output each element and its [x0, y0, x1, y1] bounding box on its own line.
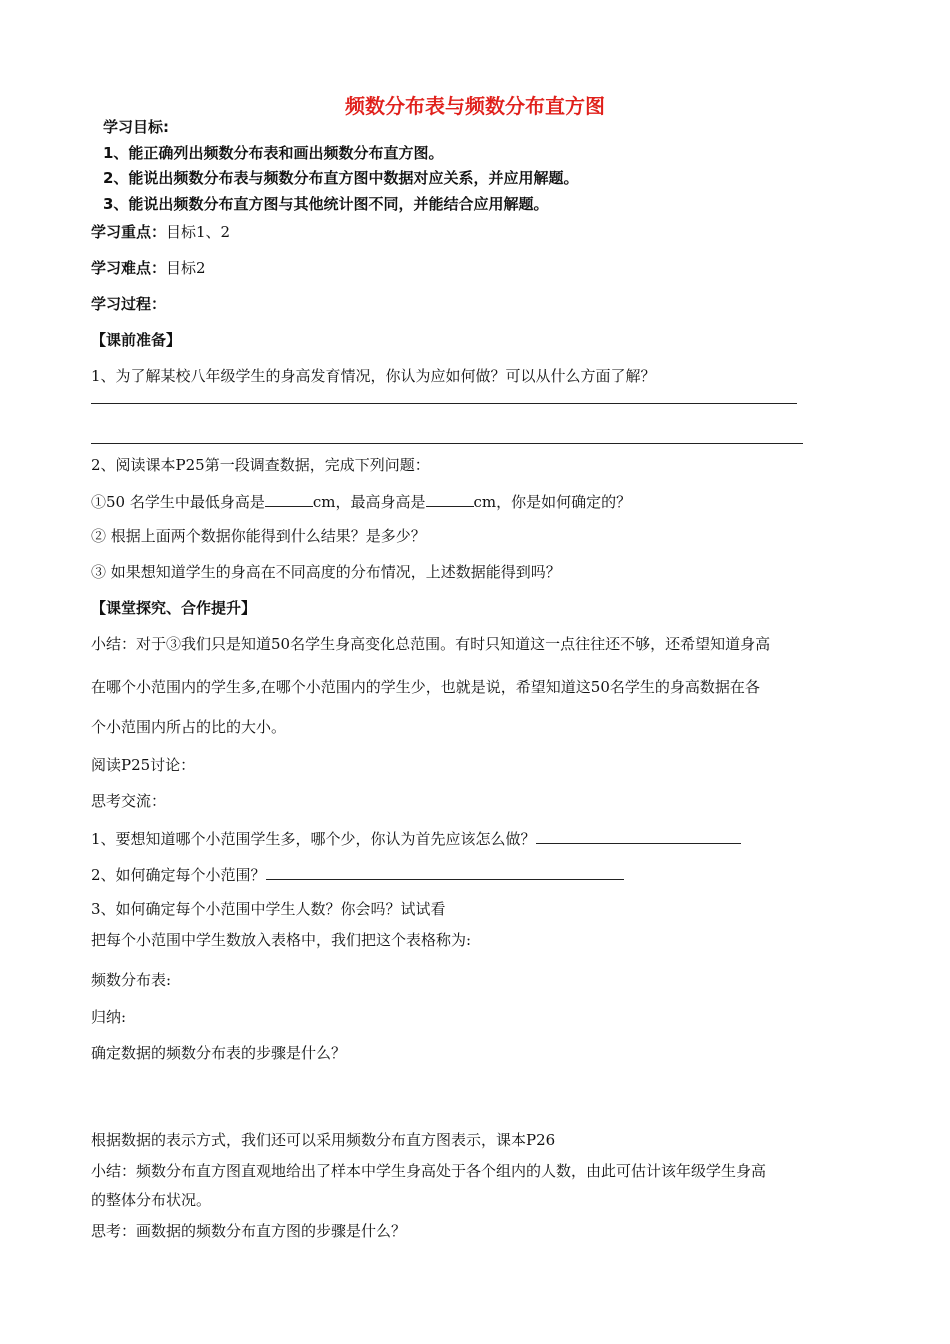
- key-point-line: [91, 222, 230, 242]
- question-1: 1、为了解某校八年级学生的身高发育情况，你认为应如何做？可以从什么方面了解？: [91, 367, 656, 385]
- objectives-heading: 学习目标:: [103, 118, 169, 136]
- question-2-2: ② 根据上面两个数据你能得到什么结果？是多少？: [91, 527, 426, 545]
- read-discuss: 阅读P25讨论：: [91, 756, 196, 774]
- think-exchange: 思考交流：: [91, 792, 167, 810]
- difficulty-value: 目标2: [166, 259, 206, 277]
- difficulty-label: 学习难点：: [91, 259, 167, 277]
- max-height-blank[interactable]: [426, 490, 474, 507]
- histogram-intro: 根据数据的表示方式，我们还可以采用频数分布直方图表示，课本P26: [91, 1131, 556, 1149]
- summary-2-line-2: 的整体分布状况。: [91, 1191, 212, 1209]
- objective-item-1: 1、能正确列出频数分布表和画出频数分布直方图。: [103, 144, 444, 162]
- process-label: 学习过程：: [91, 295, 167, 313]
- think-question-2: [91, 863, 624, 885]
- question-2-1-part-c: cm，你是如何确定的？: [473, 493, 632, 511]
- steps-question: 确定数据的频数分布表的步骤是什么？: [91, 1044, 347, 1062]
- document-title: 频数分布表与频数分布直方图: [345, 94, 605, 118]
- question-2-1-part-b: cm，最高身高是: [312, 493, 426, 511]
- summary-1-line-1: 小结：对于③我们只是知道50名学生身高变化总范围。有时只知道这一点往往还不够，还希望知道身高: [91, 635, 771, 653]
- think-question-1: [91, 827, 741, 849]
- section-explore-heading: 【课堂探究、合作提升】: [91, 599, 257, 617]
- answer-line-1[interactable]: [91, 403, 797, 404]
- question-2-1: [91, 490, 631, 512]
- summary-2-line-1: 小结：频数分布直方图直观地给出了样本中学生身高处于各个组内的人数，由此可估计该年级学生身高: [91, 1162, 767, 1180]
- question-2-1-part-a: ①50 名学生中最低身高是: [91, 493, 265, 511]
- difficulty-line: [91, 258, 206, 278]
- summary-1-line-3: 个小范围内所占的比的大小。: [91, 718, 287, 736]
- question-2: 2、阅读课本P25第一段调查数据，完成下列问题：: [91, 456, 430, 474]
- think-answer-1-blank[interactable]: [536, 827, 741, 844]
- think-answer-2-blank[interactable]: [266, 863, 624, 880]
- think-2: 思考：画数据的频数分布直方图的步骤是什么？: [91, 1222, 407, 1240]
- objective-item-2: 2、能说出频数分布表与频数分布直方图中数据对应关系，并应用解题。: [103, 169, 579, 187]
- key-point-label: 学习重点：: [91, 223, 167, 241]
- freq-table-label: 频数分布表:: [91, 971, 172, 989]
- answer-line-2[interactable]: [91, 443, 803, 444]
- induction-label: 归纳:: [91, 1008, 127, 1026]
- question-2-3: ③ 如果想知道学生的身高在不同高度的分布情况，上述数据能得到吗？: [91, 563, 561, 581]
- table-intro: 把每个小范围中学生数放入表格中，我们把这个表格称为:: [91, 931, 472, 949]
- objective-item-3: 3、能说出频数分布直方图与其他统计图不同，并能结合应用解题。: [103, 195, 549, 213]
- min-height-blank[interactable]: [265, 490, 313, 507]
- section-prep-heading: 【课前准备】: [91, 331, 182, 349]
- key-point-value: 目标1、2: [166, 223, 231, 241]
- think-question-2-text: 2、如何确定每个小范围？: [91, 866, 266, 884]
- summary-1-line-2: 在哪个小范围内的学生多,在哪个小范围内的学生少，也就是说，希望知道这50名学生的身高数据在各: [91, 678, 760, 696]
- think-question-3: 3、如何确定每个小范围中学生人数？你会吗？试试看: [91, 900, 446, 918]
- think-question-1-text: 1、要想知道哪个小范围学生多，哪个少，你认为首先应该怎么做？: [91, 830, 536, 848]
